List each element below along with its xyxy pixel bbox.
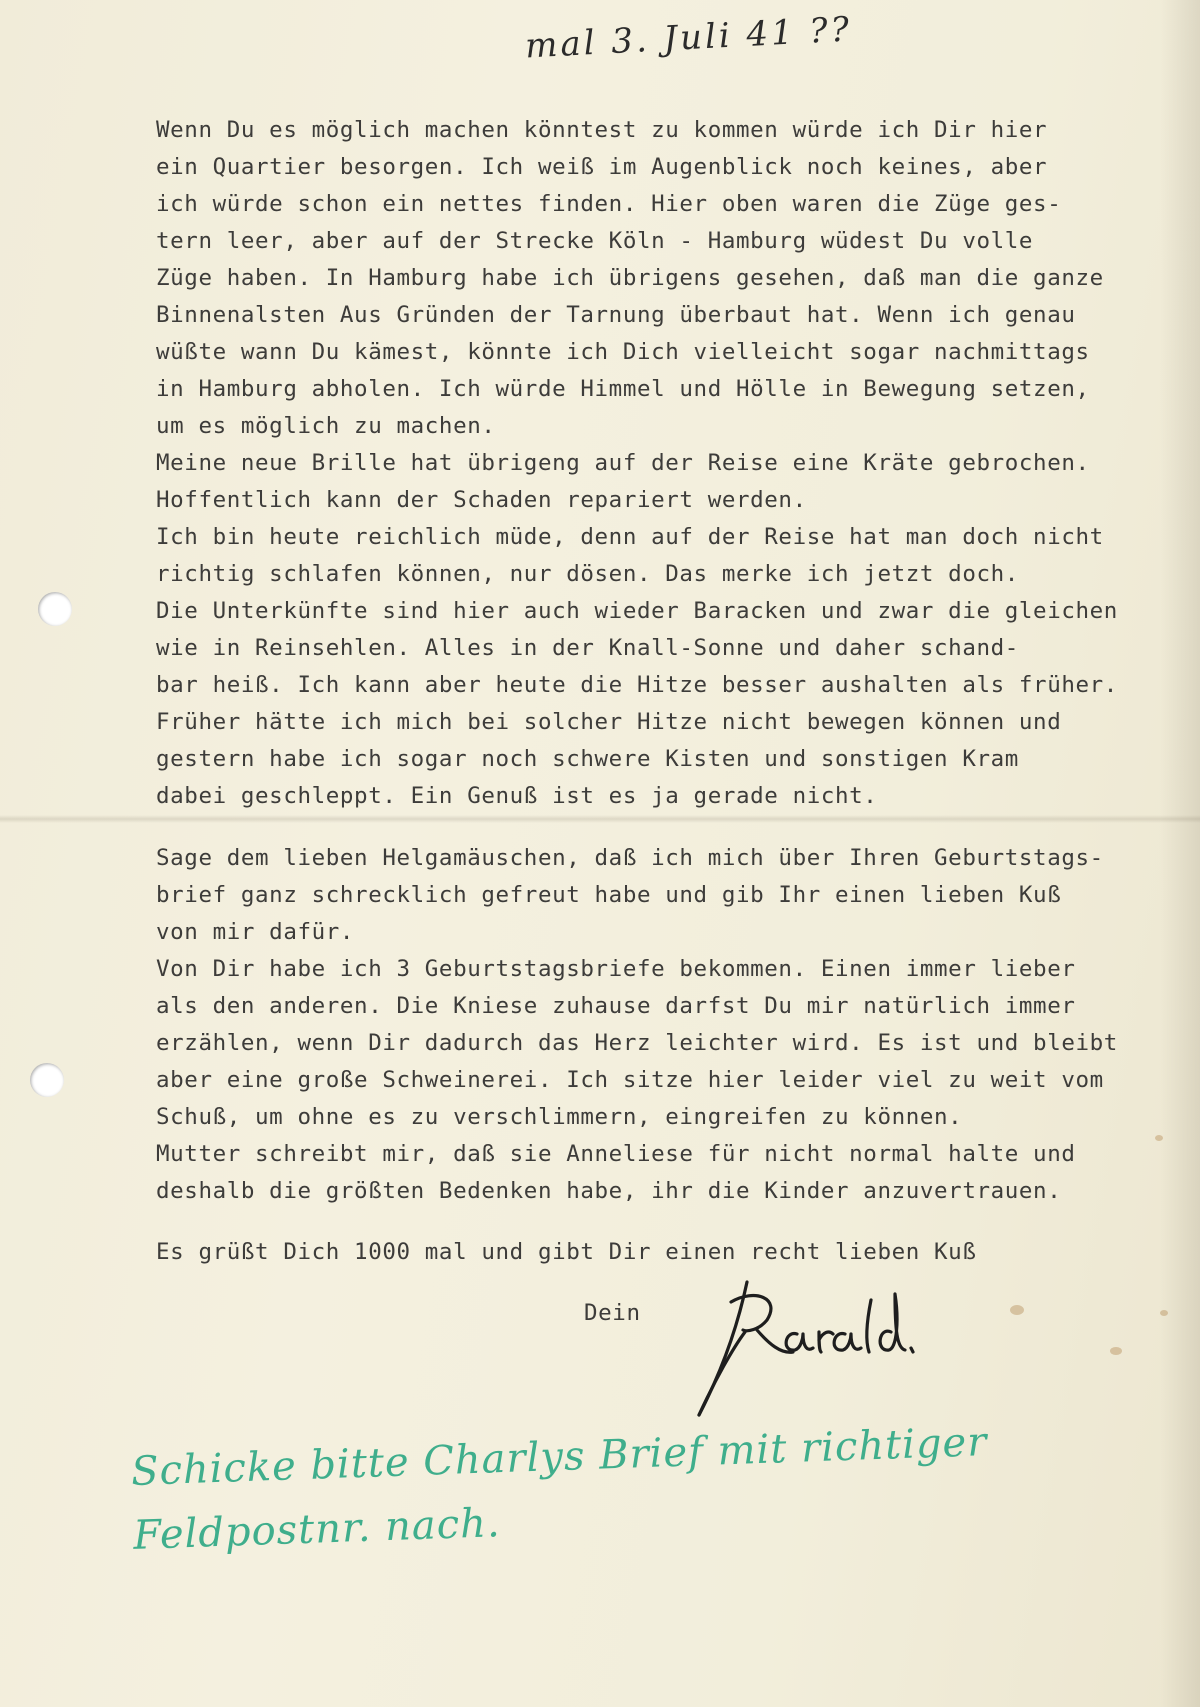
typed-line: Früher hätte ich mich bei solcher Hitze nicht bewegen können und (156, 709, 1062, 735)
typed-line: tern leer, aber auf der Strecke Köln - Hamburg wüdest Du volle (156, 228, 1034, 254)
postscript-line: Feldpostnr. nach. (132, 1500, 502, 1559)
typed-line: Die Unterkünfte sind hier auch wieder Baracken und zwar die gleichen (156, 598, 1118, 624)
typed-line: dabei geschleppt. Ein Genuß ist es ja gerade nicht. (156, 783, 878, 809)
typed-line: als den anderen. Die Kniese zuhause darfst Du mir natürlich immer (156, 993, 1076, 1019)
signature (685, 1270, 915, 1420)
handwritten-date: mal 3. Juli 41 ?? (524, 9, 853, 67)
stain (1010, 1305, 1024, 1315)
typed-line: gestern habe ich sogar noch schwere Kisten und sonstigen Kram (156, 746, 1019, 772)
typed-line: Von Dir habe ich 3 Geburtstagsbriefe bekommen. Einen immer lieber (156, 956, 1076, 982)
typed-line: ein Quartier besorgen. Ich weiß im Augenblick noch keines, aber (156, 154, 1048, 180)
punch-hole-bottom (30, 1063, 64, 1097)
typed-line: brief ganz schrecklich gefreut habe und gib Ihr einen lieben Kuß (156, 882, 1062, 908)
typed-line: bar heiß. Ich kann aber heute die Hitze besser aushalten als früher. (156, 672, 1118, 698)
paper-fold (0, 815, 1200, 823)
stain (1110, 1347, 1122, 1355)
typed-line: aber eine große Schweinerei. Ich sitze hier leider viel zu weit vom (156, 1067, 1104, 1093)
paper-edge-shadow (1160, 0, 1200, 1707)
typed-line: Schuß, um ohne es zu verschlimmern, eingreifen zu können. (156, 1104, 963, 1130)
typed-line: in Hamburg abholen. Ich würde Himmel und Hölle in Bewegung setzen, (156, 376, 1090, 402)
typed-line: Binnenalsten Aus Gründen der Tarnung überbaut hat. Wenn ich genau (156, 302, 1076, 328)
stain (1160, 1310, 1168, 1316)
typed-line: ich würde schon ein nettes finden. Hier oben waren die Züge ges- (156, 191, 1062, 217)
closing-dein: Dein (584, 1300, 641, 1326)
typed-line: Sage dem lieben Helgamäuschen, daß ich mich über Ihren Geburtstags- (156, 845, 1104, 871)
typed-line: Züge haben. In Hamburg habe ich übrigens gesehen, daß man die ganze (156, 265, 1104, 291)
green-handwritten-postscript (130, 1410, 991, 1568)
typed-line: Ich bin heute reichlich müde, denn auf der Reise hat man doch nicht (156, 524, 1104, 550)
postscript-line: Schicke bitte Charlys Brief mit richtiger (130, 1419, 989, 1495)
typed-line: Hoffentlich kann der Schaden repariert werden. (156, 487, 807, 513)
typed-line: um es möglich zu machen. (156, 413, 496, 439)
stain (1155, 1135, 1163, 1141)
typed-line: Wenn Du es möglich machen könntest zu kommen würde ich Dir hier (156, 117, 1048, 143)
typed-line: deshalb die größten Bedenken habe, ihr die Kinder anzuvertrauen. (156, 1178, 1062, 1204)
typed-paragraph-1 (156, 112, 1118, 815)
typed-line: wüßte wann Du kämest, könnte ich Dich vielleicht sogar nachmittags (156, 339, 1090, 365)
typed-line: Mutter schreibt mir, daß sie Anneliese für nicht normal halte und (156, 1141, 1076, 1167)
typed-line: Meine neue Brille hat übrigeng auf der Reise eine Kräte gebrochen. (156, 450, 1090, 476)
typed-line: von mir dafür. (156, 919, 355, 945)
closing-line: Es grüßt Dich 1000 mal und gibt Dir einen recht lieben Kuß (156, 1239, 977, 1265)
typed-line: erzählen, wenn Dir dadurch das Herz leichter wird. Es ist und bleibt (156, 1030, 1118, 1056)
typed-line: richtig schlafen können, nur dösen. Das merke ich jetzt doch. (156, 561, 1019, 587)
typed-paragraph-2 (156, 840, 1118, 1210)
punch-hole-top (38, 592, 72, 626)
typed-line: wie in Reinsehlen. Alles in der Knall-Sonne und daher schand- (156, 635, 1019, 661)
